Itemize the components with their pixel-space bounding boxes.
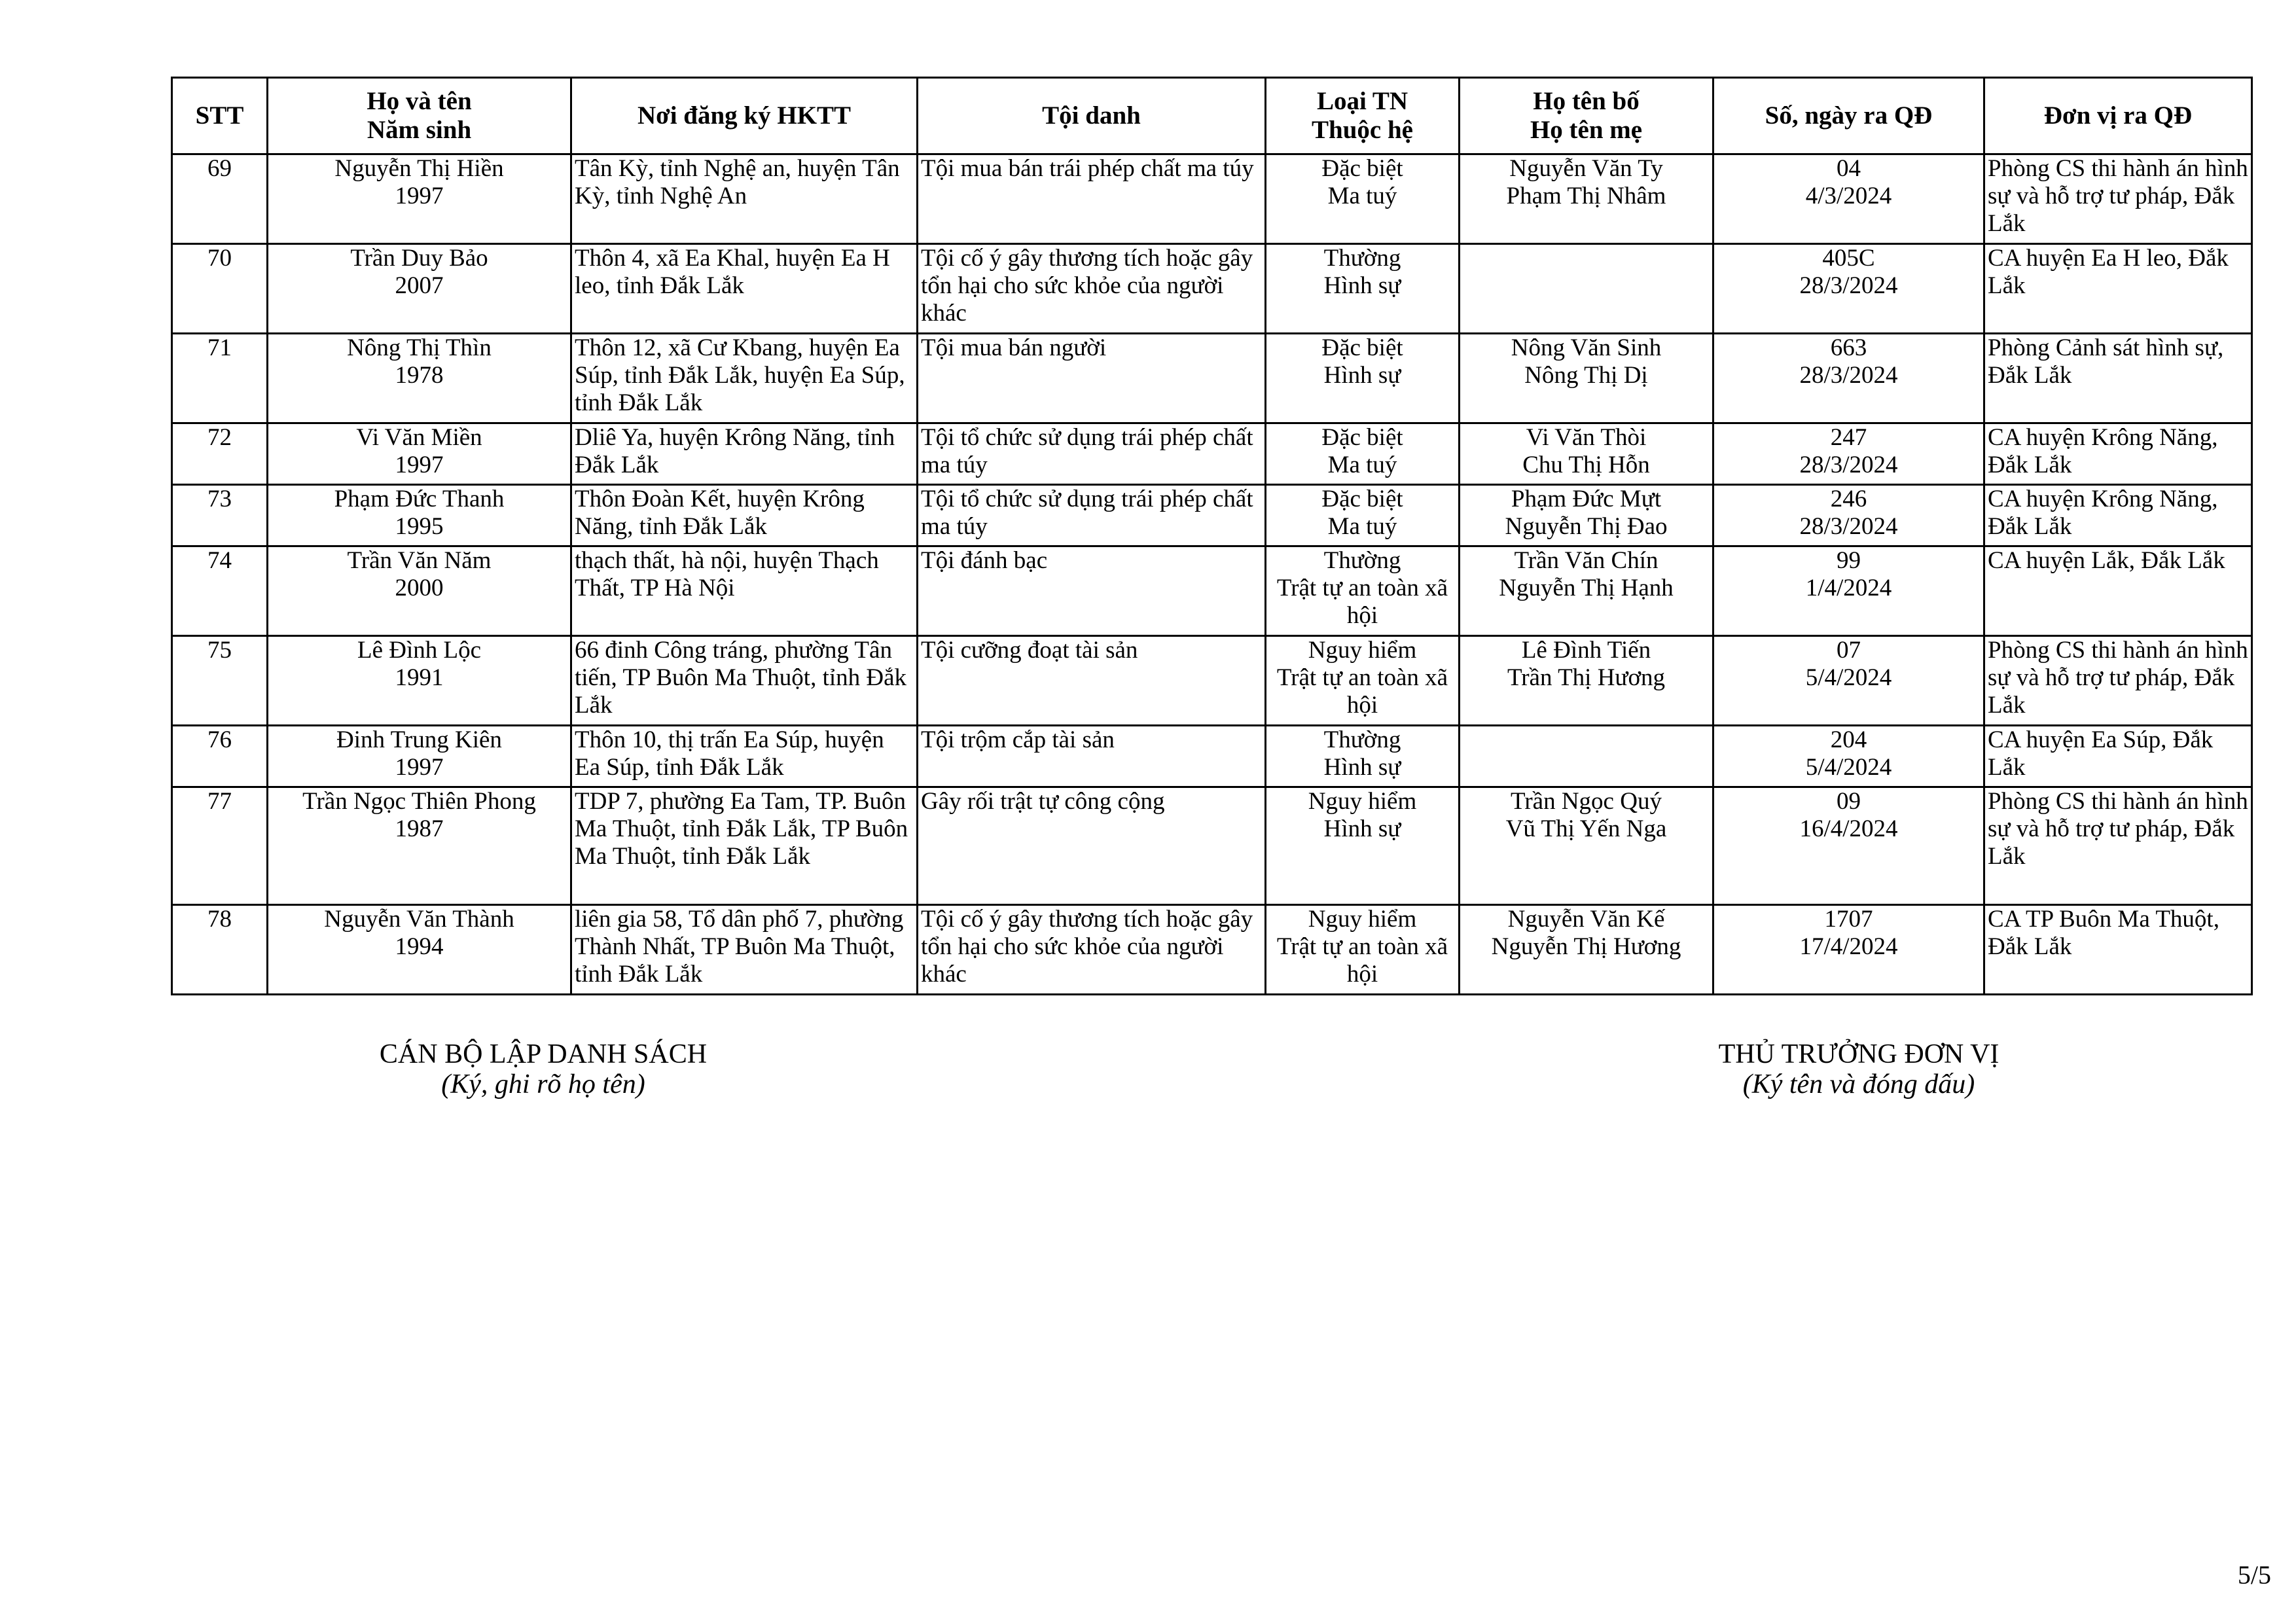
birth-year: 1994 [395, 933, 444, 960]
crime-category: Hình sự [1323, 815, 1401, 842]
crime-category: Hình sự [1323, 362, 1401, 389]
cell-parents [1460, 905, 1713, 995]
cell-crime: Tội mua bán người [918, 334, 1266, 423]
decision-number: 07 [1837, 637, 1861, 664]
cell-address: Thôn Đoàn Kết, huyện Krông Năng, tỉnh Đắk Lắk [571, 485, 918, 546]
cell-type [1266, 244, 1460, 334]
header-parents-line1: Họ tên bố [1533, 87, 1640, 115]
header-unit: Đơn vị ra QĐ [1984, 78, 2252, 154]
person-name: Trần Văn Năm [347, 547, 492, 574]
cell-crime: Tội trộm cắp tài sản [918, 726, 1266, 787]
records-table [171, 77, 2253, 995]
cell-parents [1460, 636, 1713, 726]
decision-number: 663 [1830, 334, 1867, 361]
mother-name: Nguyễn Thị Hương [1491, 933, 1681, 960]
cell-address: Thôn 12, xã Cư Kbang, huyện Ea Súp, tỉnh Đắk Lắk, huyện Ea Súp, tỉnh Đắk Lắk [571, 334, 918, 423]
mother-name: Phạm Thị Nhâm [1506, 183, 1666, 209]
cell-name [268, 423, 571, 485]
birth-year: 1991 [395, 664, 444, 691]
crime-category: Ma tuý [1327, 452, 1397, 478]
cell-unit: Phòng CS thi hành án hình sự và hỗ trợ tư pháp, Đắk Lắk [1984, 154, 2252, 244]
cell-stt: 76 [172, 726, 268, 787]
table-row [172, 636, 2252, 726]
cell-name [268, 154, 571, 244]
person-name: Nông Thị Thìn [347, 334, 492, 361]
header-parents-line2: Họ tên mẹ [1530, 116, 1643, 144]
decision-number: 09 [1837, 788, 1861, 815]
cell-parents [1460, 423, 1713, 485]
cell-decision [1713, 546, 1984, 636]
cell-stt: 71 [172, 334, 268, 423]
head-signature-block [1584, 1039, 2134, 1099]
decision-number: 405C [1822, 245, 1875, 272]
table-row [172, 334, 2252, 423]
cell-unit: CA huyện Krông Năng, Đắk Lắk [1984, 485, 2252, 546]
birth-year: 1997 [395, 754, 444, 781]
cell-name [268, 334, 571, 423]
cell-type [1266, 787, 1460, 905]
cell-parents [1460, 546, 1713, 636]
decision-number: 247 [1830, 424, 1867, 451]
cell-name [268, 905, 571, 995]
cell-crime: Tội cố ý gây thương tích hoặc gây tổn hại cho sức khỏe của người khác [918, 244, 1266, 334]
cell-name [268, 726, 571, 787]
crime-category: Hình sự [1323, 754, 1401, 781]
person-name: Lê Đình Lộc [357, 637, 482, 664]
table-header [172, 78, 2252, 154]
father-name: Nguyễn Văn Ty [1509, 155, 1663, 182]
birth-year: 1978 [395, 362, 444, 389]
cell-stt: 72 [172, 423, 268, 485]
mother-name: Nông Thị Dị [1524, 362, 1648, 389]
cell-decision [1713, 485, 1984, 546]
crime-category: Trật tự an toàn xã hội [1276, 575, 1448, 629]
cell-crime: Gây rối trật tự công cộng [918, 787, 1266, 905]
header-name-line1: Họ và tên [367, 87, 472, 115]
father-name: Nông Văn Sinh [1511, 334, 1662, 361]
cell-stt: 70 [172, 244, 268, 334]
cell-unit: CA huyện Krông Năng, Đắk Lắk [1984, 423, 2252, 485]
birth-year: 1997 [395, 452, 444, 478]
cell-stt: 74 [172, 546, 268, 636]
table-row [172, 244, 2252, 334]
person-name: Trần Duy Bảo [350, 245, 488, 272]
cell-crime: Tội tổ chức sử dụng trái phép chất ma túy [918, 485, 1266, 546]
crime-category: Ma tuý [1327, 513, 1397, 540]
header-address: Nơi đăng ký HKTT [571, 78, 918, 154]
header-parents [1460, 78, 1713, 154]
cell-crime: Tội tổ chức sử dụng trái phép chất ma túy [918, 423, 1266, 485]
severity-level: Nguy hiểm [1308, 906, 1417, 933]
severity-level: Đặc biệt [1321, 486, 1403, 512]
decision-date: 5/4/2024 [1805, 664, 1892, 691]
decision-date: 5/4/2024 [1805, 754, 1892, 781]
preparer-title: CÁN BỘ LẬP DANH SÁCH [379, 1039, 708, 1069]
cell-address: Tân Kỳ, tỉnh Nghệ an, huyện Tân Kỳ, tỉnh Nghệ An [571, 154, 918, 244]
birth-year: 1997 [395, 183, 444, 209]
father-name: Trần Văn Chín [1514, 547, 1659, 574]
cell-type [1266, 636, 1460, 726]
header-name-line2: Năm sinh [367, 116, 472, 144]
decision-number: 99 [1837, 547, 1861, 574]
person-name: Phạm Đức Thanh [334, 486, 505, 512]
father-name: Nguyễn Văn Kế [1507, 906, 1665, 933]
cell-type [1266, 334, 1460, 423]
cell-stt: 77 [172, 787, 268, 905]
person-name: Nguyễn Văn Thành [324, 906, 514, 933]
cell-crime: Tội cưỡng đoạt tài sản [918, 636, 1266, 726]
person-name: Vi Văn Miền [356, 424, 482, 451]
cell-crime: Tội mua bán trái phép chất ma túy [918, 154, 1266, 244]
head-note: (Ký tên và đóng dấu) [1742, 1069, 1975, 1099]
crime-category: Hình sự [1323, 272, 1401, 299]
table-row [172, 485, 2252, 546]
person-name: Nguyễn Thị Hiền [334, 155, 504, 182]
mother-name: Trần Thị Hương [1507, 664, 1666, 691]
decision-number: 204 [1830, 726, 1867, 753]
header-name [268, 78, 571, 154]
severity-level: Đặc biệt [1321, 424, 1403, 451]
header-type-line2: Thuộc hệ [1312, 116, 1413, 144]
head-title: THỦ TRƯỞNG ĐƠN VỊ [1718, 1039, 2000, 1069]
mother-name: Vũ Thị Yến Nga [1505, 815, 1667, 842]
table-row [172, 726, 2252, 787]
cell-address: liên gia 58, Tổ dân phố 7, phường Thành Nhất, TP Buôn Ma Thuột, tỉnh Đắk Lắk [571, 905, 918, 995]
cell-unit: Phòng Cảnh sát hình sự, Đắk Lắk [1984, 334, 2252, 423]
person-name: Đinh Trung Kiên [336, 726, 502, 753]
cell-type [1266, 726, 1460, 787]
decision-date: 28/3/2024 [1799, 452, 1898, 478]
crime-category: Trật tự an toàn xã hội [1276, 664, 1448, 719]
severity-level: Thường [1323, 726, 1401, 753]
father-name: Trần Ngọc Quý [1511, 788, 1662, 815]
cell-parents [1460, 787, 1713, 905]
cell-address: thạch thất, hà nội, huyện Thạch Thất, TP Hà Nội [571, 546, 918, 636]
decision-number: 04 [1837, 155, 1861, 182]
cell-type [1266, 905, 1460, 995]
cell-decision [1713, 423, 1984, 485]
preparer-note: (Ký, ghi rõ họ tên) [441, 1069, 645, 1099]
cell-name [268, 787, 571, 905]
cell-unit: CA TP Buôn Ma Thuột, Đắk Lắk [1984, 905, 2252, 995]
cell-parents [1460, 726, 1713, 787]
cell-name [268, 636, 571, 726]
cell-type [1266, 423, 1460, 485]
severity-level: Đặc biệt [1321, 155, 1403, 182]
cell-decision [1713, 334, 1984, 423]
crime-category: Ma tuý [1327, 183, 1397, 209]
cell-type [1266, 485, 1460, 546]
cell-address: 66 đinh Công tráng, phường Tân tiến, TP Buôn Ma Thuột, tỉnh Đắk Lắk [571, 636, 918, 726]
table-row [172, 423, 2252, 485]
birth-year: 1995 [395, 513, 444, 540]
cell-stt: 73 [172, 485, 268, 546]
cell-unit: CA huyện Lắk, Đắk Lắk [1984, 546, 2252, 636]
decision-date: 1/4/2024 [1805, 575, 1892, 601]
birth-year: 2000 [395, 575, 444, 601]
father-name: Lê Đình Tiến [1521, 637, 1651, 664]
cell-stt: 78 [172, 905, 268, 995]
header-type [1266, 78, 1460, 154]
header-decision: Số, ngày ra QĐ [1713, 78, 1984, 154]
father-name: Vi Văn Thòi [1526, 424, 1647, 451]
severity-level: Đặc biệt [1321, 334, 1403, 361]
cell-name [268, 485, 571, 546]
decision-date: 4/3/2024 [1805, 183, 1892, 209]
header-stt: STT [172, 78, 268, 154]
cell-address: Thôn 4, xã Ea Khal, huyện Ea H leo, tỉnh Đắk Lắk [571, 244, 918, 334]
birth-year: 2007 [395, 272, 444, 299]
cell-address: Dliê Ya, huyện Krông Năng, tỉnh Đắk Lắk [571, 423, 918, 485]
cell-decision [1713, 636, 1984, 726]
cell-decision [1713, 787, 1984, 905]
decision-date: 28/3/2024 [1799, 362, 1898, 389]
table-row [172, 905, 2252, 995]
page-number: 5/5 [2237, 1560, 2271, 1590]
mother-name: Chu Thị Hỗn [1522, 452, 1650, 478]
cell-address: TDP 7, phường Ea Tam, TP. Buôn Ma Thuột, tỉnh Đắk Lắk, TP Buôn Ma Thuột, tỉnh Đắk Lắk [571, 787, 918, 905]
mother-name: Nguyễn Thị Hạnh [1499, 575, 1674, 601]
cell-crime: Tội cố ý gây thương tích hoặc gây tổn hại cho sức khỏe của người khác [918, 905, 1266, 995]
decision-date: 28/3/2024 [1799, 513, 1898, 540]
cell-type [1266, 154, 1460, 244]
severity-level: Nguy hiểm [1308, 637, 1417, 664]
table-body [172, 154, 2252, 995]
decision-date: 17/4/2024 [1799, 933, 1898, 960]
header-type-line1: Loại TN [1316, 87, 1408, 115]
cell-decision [1713, 154, 1984, 244]
cell-unit: Phòng CS thi hành án hình sự và hỗ trợ tư pháp, Đắk Lắk [1984, 787, 2252, 905]
cell-decision [1713, 726, 1984, 787]
cell-stt: 69 [172, 154, 268, 244]
cell-name [268, 546, 571, 636]
header-crime: Tội danh [918, 78, 1266, 154]
severity-level: Thường [1323, 547, 1401, 574]
decision-number: 1707 [1824, 906, 1873, 933]
cell-unit: CA huyện Ea Súp, Đắk Lắk [1984, 726, 2252, 787]
cell-decision [1713, 244, 1984, 334]
severity-level: Thường [1323, 245, 1401, 272]
cell-parents [1460, 244, 1713, 334]
person-name: Trần Ngọc Thiên Phong [302, 788, 536, 815]
decision-date: 16/4/2024 [1799, 815, 1898, 842]
decision-number: 246 [1830, 486, 1867, 512]
severity-level: Nguy hiểm [1308, 788, 1417, 815]
cell-decision [1713, 905, 1984, 995]
mother-name: Nguyễn Thị Đao [1505, 513, 1668, 540]
preparer-signature-block [301, 1039, 785, 1099]
cell-parents [1460, 154, 1713, 244]
crime-category: Trật tự an toàn xã hội [1276, 933, 1448, 988]
cell-parents [1460, 334, 1713, 423]
table-row [172, 154, 2252, 244]
cell-parents [1460, 485, 1713, 546]
cell-address: Thôn 10, thị trấn Ea Súp, huyện Ea Súp, tỉnh Đắk Lắk [571, 726, 918, 787]
birth-year: 1987 [395, 815, 444, 842]
cell-unit: Phòng CS thi hành án hình sự và hỗ trợ tư pháp, Đắk Lắk [1984, 636, 2252, 726]
cell-type [1266, 546, 1460, 636]
table-row [172, 787, 2252, 905]
decision-date: 28/3/2024 [1799, 272, 1898, 299]
cell-unit: CA huyện Ea H leo, Đắk Lắk [1984, 244, 2252, 334]
cell-stt: 75 [172, 636, 268, 726]
cell-crime: Tội đánh bạc [918, 546, 1266, 636]
cell-name [268, 244, 571, 334]
header-row [172, 78, 2252, 154]
father-name: Phạm Đức Mựt [1511, 486, 1662, 512]
table-row [172, 546, 2252, 636]
